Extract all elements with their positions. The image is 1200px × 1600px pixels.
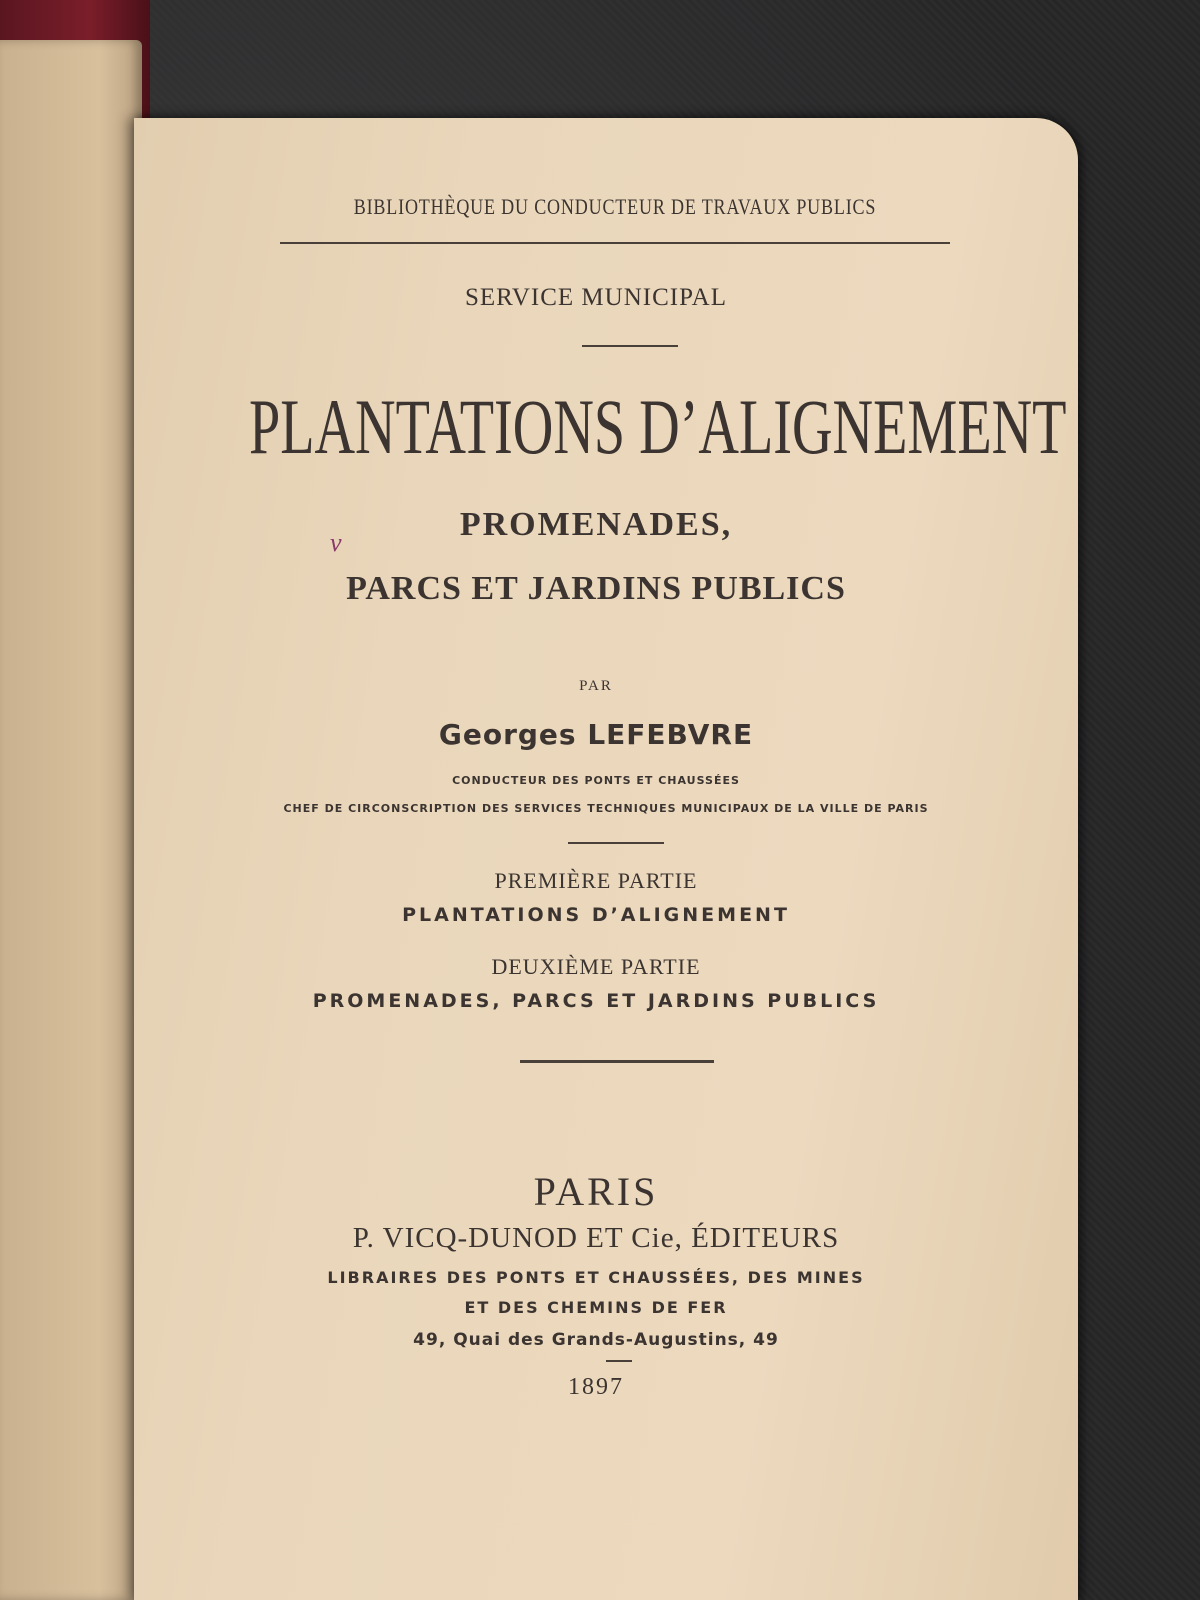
series-title: BIBLIOTHÈQUE DU CONDUCTEUR DE TRAVAUX PUBLICS — [353, 194, 877, 219]
part-2-title: PROMENADES, PARCS ET JARDINS PUBLICS — [312, 990, 880, 1012]
service-heading: SERVICE MUNICIPAL — [464, 284, 728, 311]
ink-mark-icon: v — [330, 528, 342, 557]
publication-year: 1897 — [568, 1374, 624, 1400]
book-title: PLANTATIONS D’ALIGNEMENT — [248, 383, 1067, 470]
title-page — [134, 118, 1078, 1600]
author-credit-2: CHEF DE CIRCONSCRIPTION DES SERVICES TECHNIQUES MUNICIPAUX DE LA VILLE DE PARIS — [283, 802, 929, 815]
divider-rule — [582, 345, 678, 347]
left-page — [0, 40, 142, 1600]
divider-rule — [606, 1360, 632, 1362]
divider-rule — [520, 1060, 714, 1063]
divider-rule — [280, 242, 950, 244]
subtitle-line-2: PARCS ET JARDINS PUBLICS — [346, 570, 846, 607]
author-credit-1: CONDUCTEUR DES PONTS ET CHAUSSÉES — [452, 774, 740, 787]
publisher-name: P. VICQ-DUNOD ET Cie, ÉDITEURS — [352, 1222, 840, 1254]
publisher-address: 49, Quai des Grands-Augustins, 49 — [413, 1330, 779, 1350]
divider-rule — [568, 842, 664, 844]
part-2-label: DEUXIÈME PARTIE — [491, 954, 701, 979]
part-1-label: PREMIÈRE PARTIE — [494, 868, 698, 893]
author-name: Georges LEFEBVRE — [438, 718, 754, 751]
publisher-line-3: ET DES CHEMINS DE FER — [464, 1298, 728, 1317]
publisher-line-2: LIBRAIRES DES PONTS ET CHAUSSÉES, DES MINES — [327, 1268, 865, 1287]
imprint-city: PARIS — [533, 1169, 659, 1214]
by-label: PAR — [579, 678, 613, 694]
part-1-title: PLANTATIONS D’ALIGNEMENT — [402, 904, 790, 926]
subtitle-line-1: PROMENADES, — [459, 506, 733, 543]
